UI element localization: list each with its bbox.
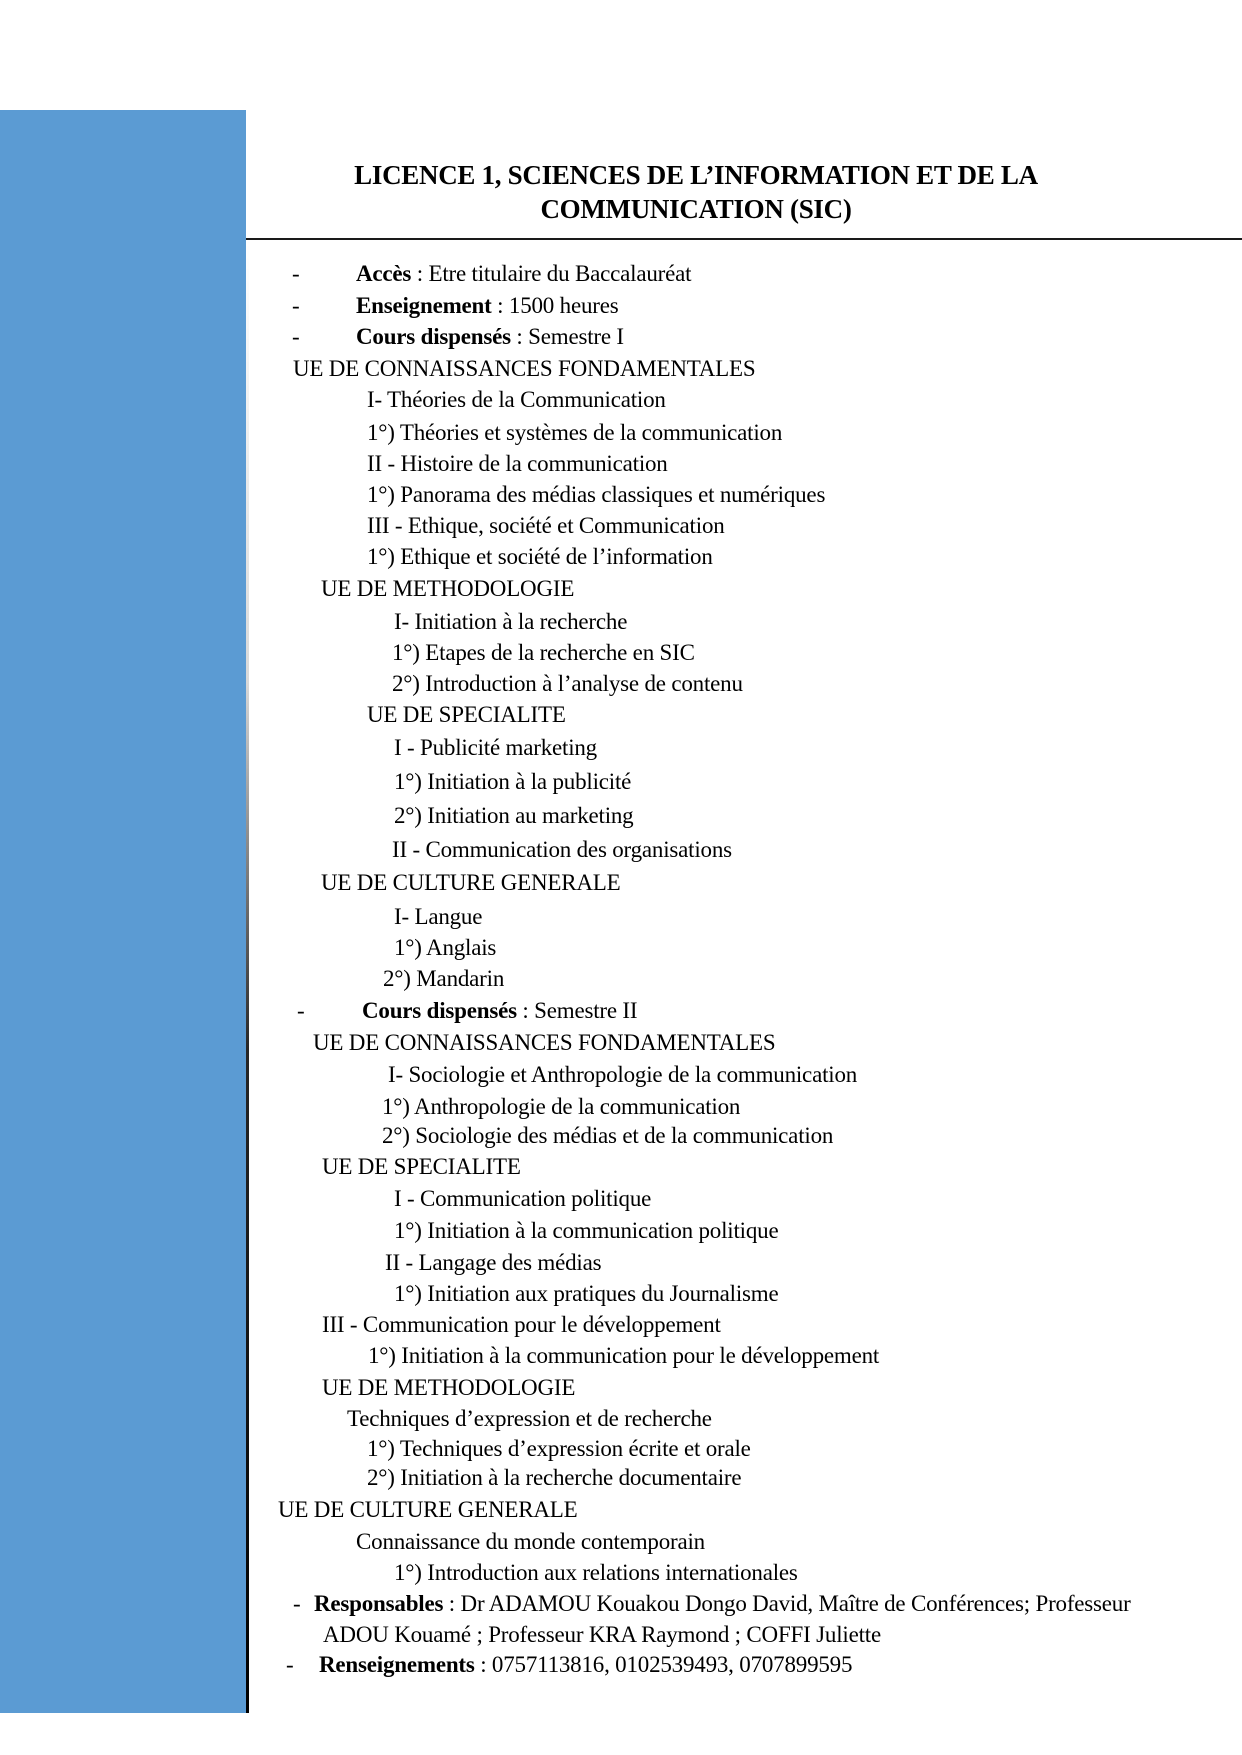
responsables-label: Responsables: [314, 1591, 444, 1616]
s2-subcourse-item: 1°) Initiation aux pratiques du Journalisme: [394, 1281, 779, 1306]
s1-course-item: I- Théories de la Communication: [367, 387, 666, 412]
s2-course-item: I- Sociologie et Anthropologie de la communication: [388, 1062, 858, 1087]
s2-course-item: I - Communication politique: [394, 1186, 652, 1211]
responsables-item: [293, 1590, 1131, 1618]
acces-item: [292, 260, 691, 288]
s1-subcourse-item: 1°) Théories et systèmes de la communication: [367, 420, 783, 445]
s1-subcourse-item: 2°) Introduction à l’analyse de contenu: [392, 671, 743, 696]
s1-course-item: I - Publicité marketing: [394, 735, 597, 760]
bullet-dash: -: [286, 1652, 294, 1677]
bullet-dash: -: [292, 261, 300, 286]
s2-course-item: Connaissance du monde contemporain: [356, 1529, 705, 1554]
bullet-dash: -: [292, 324, 300, 349]
s1-ue-culture: UE DE CULTURE GENERALE: [321, 870, 621, 895]
bullet-dash: -: [297, 998, 305, 1023]
s2-subcourse-item: 1°) Initiation à la communication pour le développement: [368, 1343, 880, 1368]
renseignements-value: : 0757113816, 0102539493, 0707899595: [474, 1652, 853, 1677]
s1-subcourse-item: 1°) Etapes de la recherche en SIC: [392, 640, 695, 665]
cours-label: Cours dispensés: [362, 998, 517, 1023]
title-line-2: COMMUNICATION (SIC): [540, 194, 852, 224]
s1-subcourse-item: 1°) Panorama des médias classiques et numériques: [367, 482, 826, 507]
page-title: [246, 158, 1146, 226]
s2-subcourse-item: 2°) Sociologie des médias et de la communication: [382, 1123, 834, 1148]
s2-subcourse-item: 2°) Initiation à la recherche documentaire: [367, 1465, 742, 1490]
s2-ue-specialite: UE DE SPECIALITE: [322, 1154, 521, 1179]
s1-course-item: I- Initiation à la recherche: [394, 609, 628, 634]
cours-semestre1-item: [292, 323, 624, 351]
s2-course-item: II - Langage des médias: [385, 1250, 602, 1275]
side-border-line: [246, 240, 249, 1713]
s2-ue-methodologie: UE DE METHODOLOGIE: [322, 1375, 576, 1400]
s2-subcourse-item: 1°) Techniques d’expression écrite et orale: [367, 1436, 751, 1461]
responsables-value-line-1: : Dr ADAMOU Kouakou Dongo David, Maître de Conférences; Professeur: [443, 1591, 1131, 1616]
acces-label: Accès: [356, 261, 412, 286]
bullet-dash: -: [292, 293, 300, 318]
title-divider: [246, 238, 1242, 240]
s2-ue-fondamentales: UE DE CONNAISSANCES FONDAMENTALES: [313, 1030, 776, 1055]
cours-semestre2-item: [297, 997, 637, 1025]
s1-subcourse-item: 2°) Mandarin: [383, 966, 505, 991]
s1-course-item: I- Langue: [394, 904, 483, 929]
s1-subcourse-item: 1°) Anglais: [394, 935, 497, 960]
s1-subcourse-item: 1°) Ethique et société de l’information: [367, 544, 713, 569]
s1-course-item: III - Ethique, société et Communication: [367, 513, 725, 538]
s2-course-item: III - Communication pour le développement: [322, 1312, 721, 1337]
s1-course-item: II - Histoire de la communication: [367, 451, 668, 476]
responsables-value-line-2: ADOU Kouamé ; Professeur KRA Raymond ; COFFI Juliette: [323, 1622, 881, 1647]
bullet-dash: -: [293, 1591, 301, 1616]
s1-subcourse-item: 2°) Initiation au marketing: [394, 803, 634, 828]
s1-course-item: II - Communication des organisations: [392, 837, 732, 862]
decorative-side-bar: [0, 110, 246, 1713]
s1-ue-fondamentales: UE DE CONNAISSANCES FONDAMENTALES: [293, 356, 756, 381]
s2-subcourse-item: 1°) Introduction aux relations internationales: [394, 1560, 798, 1585]
s1-subcourse-item: 1°) Initiation à la publicité: [394, 769, 632, 794]
s2-subcourse-item: 1°) Anthropologie de la communication: [382, 1094, 741, 1119]
acces-value: : Etre titulaire du Baccalauréat: [411, 261, 692, 286]
enseignement-label: Enseignement: [356, 293, 492, 318]
s1-ue-specialite: UE DE SPECIALITE: [367, 702, 566, 727]
s2-subcourse-item: 1°) Initiation à la communication politique: [394, 1218, 779, 1243]
semestre1-value: : Semestre I: [510, 324, 624, 349]
enseignement-value: : 1500 heures: [491, 293, 619, 318]
semestre2-value: : Semestre II: [516, 998, 638, 1023]
s2-ue-culture: UE DE CULTURE GENERALE: [278, 1497, 578, 1522]
enseignement-item: [292, 292, 618, 320]
s2-course-item: Techniques d’expression et de recherche: [347, 1406, 712, 1431]
s1-ue-methodologie: UE DE METHODOLOGIE: [321, 576, 575, 601]
title-line-1: LICENCE 1, SCIENCES DE L’INFORMATION ET DE LA: [354, 160, 1038, 190]
renseignements-label: Renseignements: [319, 1652, 475, 1677]
cours-label: Cours dispensés: [356, 324, 511, 349]
renseignements-item: [286, 1651, 852, 1679]
